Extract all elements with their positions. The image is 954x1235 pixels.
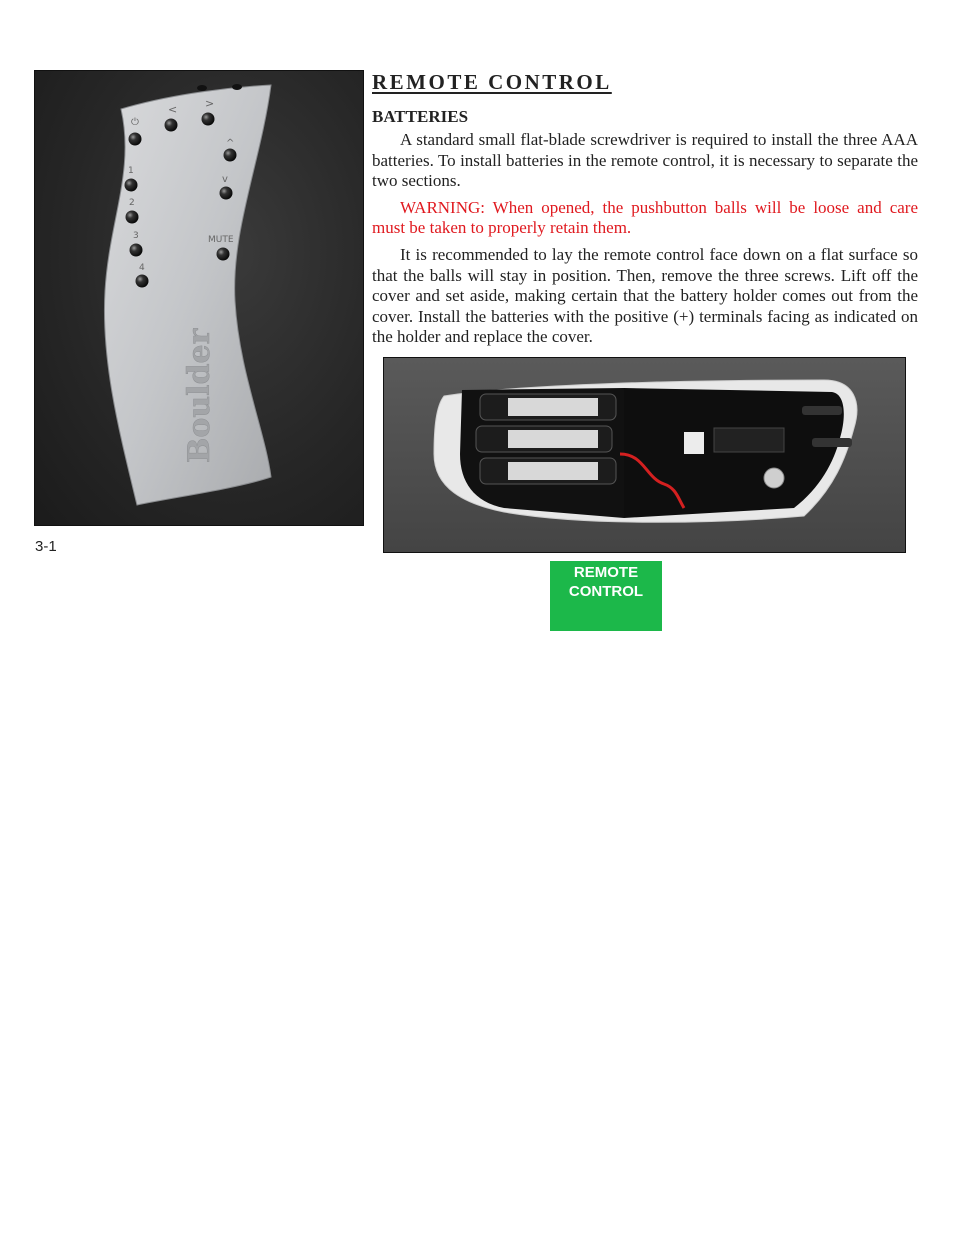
ir-emitter-1 (197, 85, 207, 91)
button-2[interactable] (126, 211, 139, 224)
ic-chip (714, 428, 784, 452)
paragraph-1: A standard small flat-blade screwdriver is required to install the three AAA batteries. To install batteries in the remote control, it is necessary to separate the two sections. (372, 130, 918, 191)
page-number: 3-1 (35, 538, 57, 555)
label-up: ^ (226, 138, 235, 149)
label-3: 3 (133, 231, 139, 241)
brand-logo: Boulder (182, 328, 217, 463)
label-mute: MUTE (208, 235, 234, 245)
section-title: REMOTE CONTROL (372, 70, 612, 94)
label-1: 1 (128, 166, 134, 176)
label-down: v (222, 174, 228, 185)
remote-control-photo (34, 70, 364, 526)
left-button[interactable] (165, 119, 178, 132)
power-icon: ⏻ (131, 117, 139, 128)
section-tab-line-1: REMOTE (573, 564, 639, 581)
up-button[interactable] (224, 149, 237, 162)
opened-remote-illustration (384, 358, 906, 553)
label-4: 4 (139, 263, 145, 273)
down-button[interactable] (220, 187, 233, 200)
ir-led-2 (812, 438, 852, 447)
label-2: 2 (129, 198, 135, 208)
button-3[interactable] (130, 244, 143, 257)
pcb-pad (764, 468, 784, 488)
button-1[interactable] (125, 179, 138, 192)
power-button[interactable] (129, 133, 142, 146)
batteries (476, 394, 616, 484)
right-button[interactable] (202, 113, 215, 126)
battery-2-label (508, 430, 598, 448)
warning-paragraph: WARNING: When opened, the pushbutton balls will be loose and care must be taken to properly retain them. (372, 197, 918, 238)
battery-1-label (508, 398, 598, 416)
section-tab[interactable] (550, 561, 662, 631)
label-sticker (684, 432, 704, 454)
opened-remote-photo (383, 357, 906, 553)
ir-led-1 (802, 406, 842, 415)
ir-emitter-2 (232, 84, 242, 90)
battery-3-label (508, 462, 598, 480)
label-left: < (168, 103, 178, 116)
section-tab-line-2: CONTROL (568, 583, 644, 600)
paragraph-3: It is recommended to lay the remote control face down on a flat surface so that the balls will stay in position. Then, remove the three screws. Lift off the cover and set aside, making certain that the battery holder comes out from the cover. Install the batteries with the positive (+) terminals facing as indicated on the holder and replace the cover. (372, 244, 918, 347)
subheading: BATTERIES (372, 107, 469, 126)
mute-button[interactable] (217, 248, 230, 261)
remote-illustration (35, 71, 364, 526)
content-column (372, 70, 918, 354)
button-4[interactable] (136, 275, 149, 288)
label-right: > (205, 97, 215, 110)
